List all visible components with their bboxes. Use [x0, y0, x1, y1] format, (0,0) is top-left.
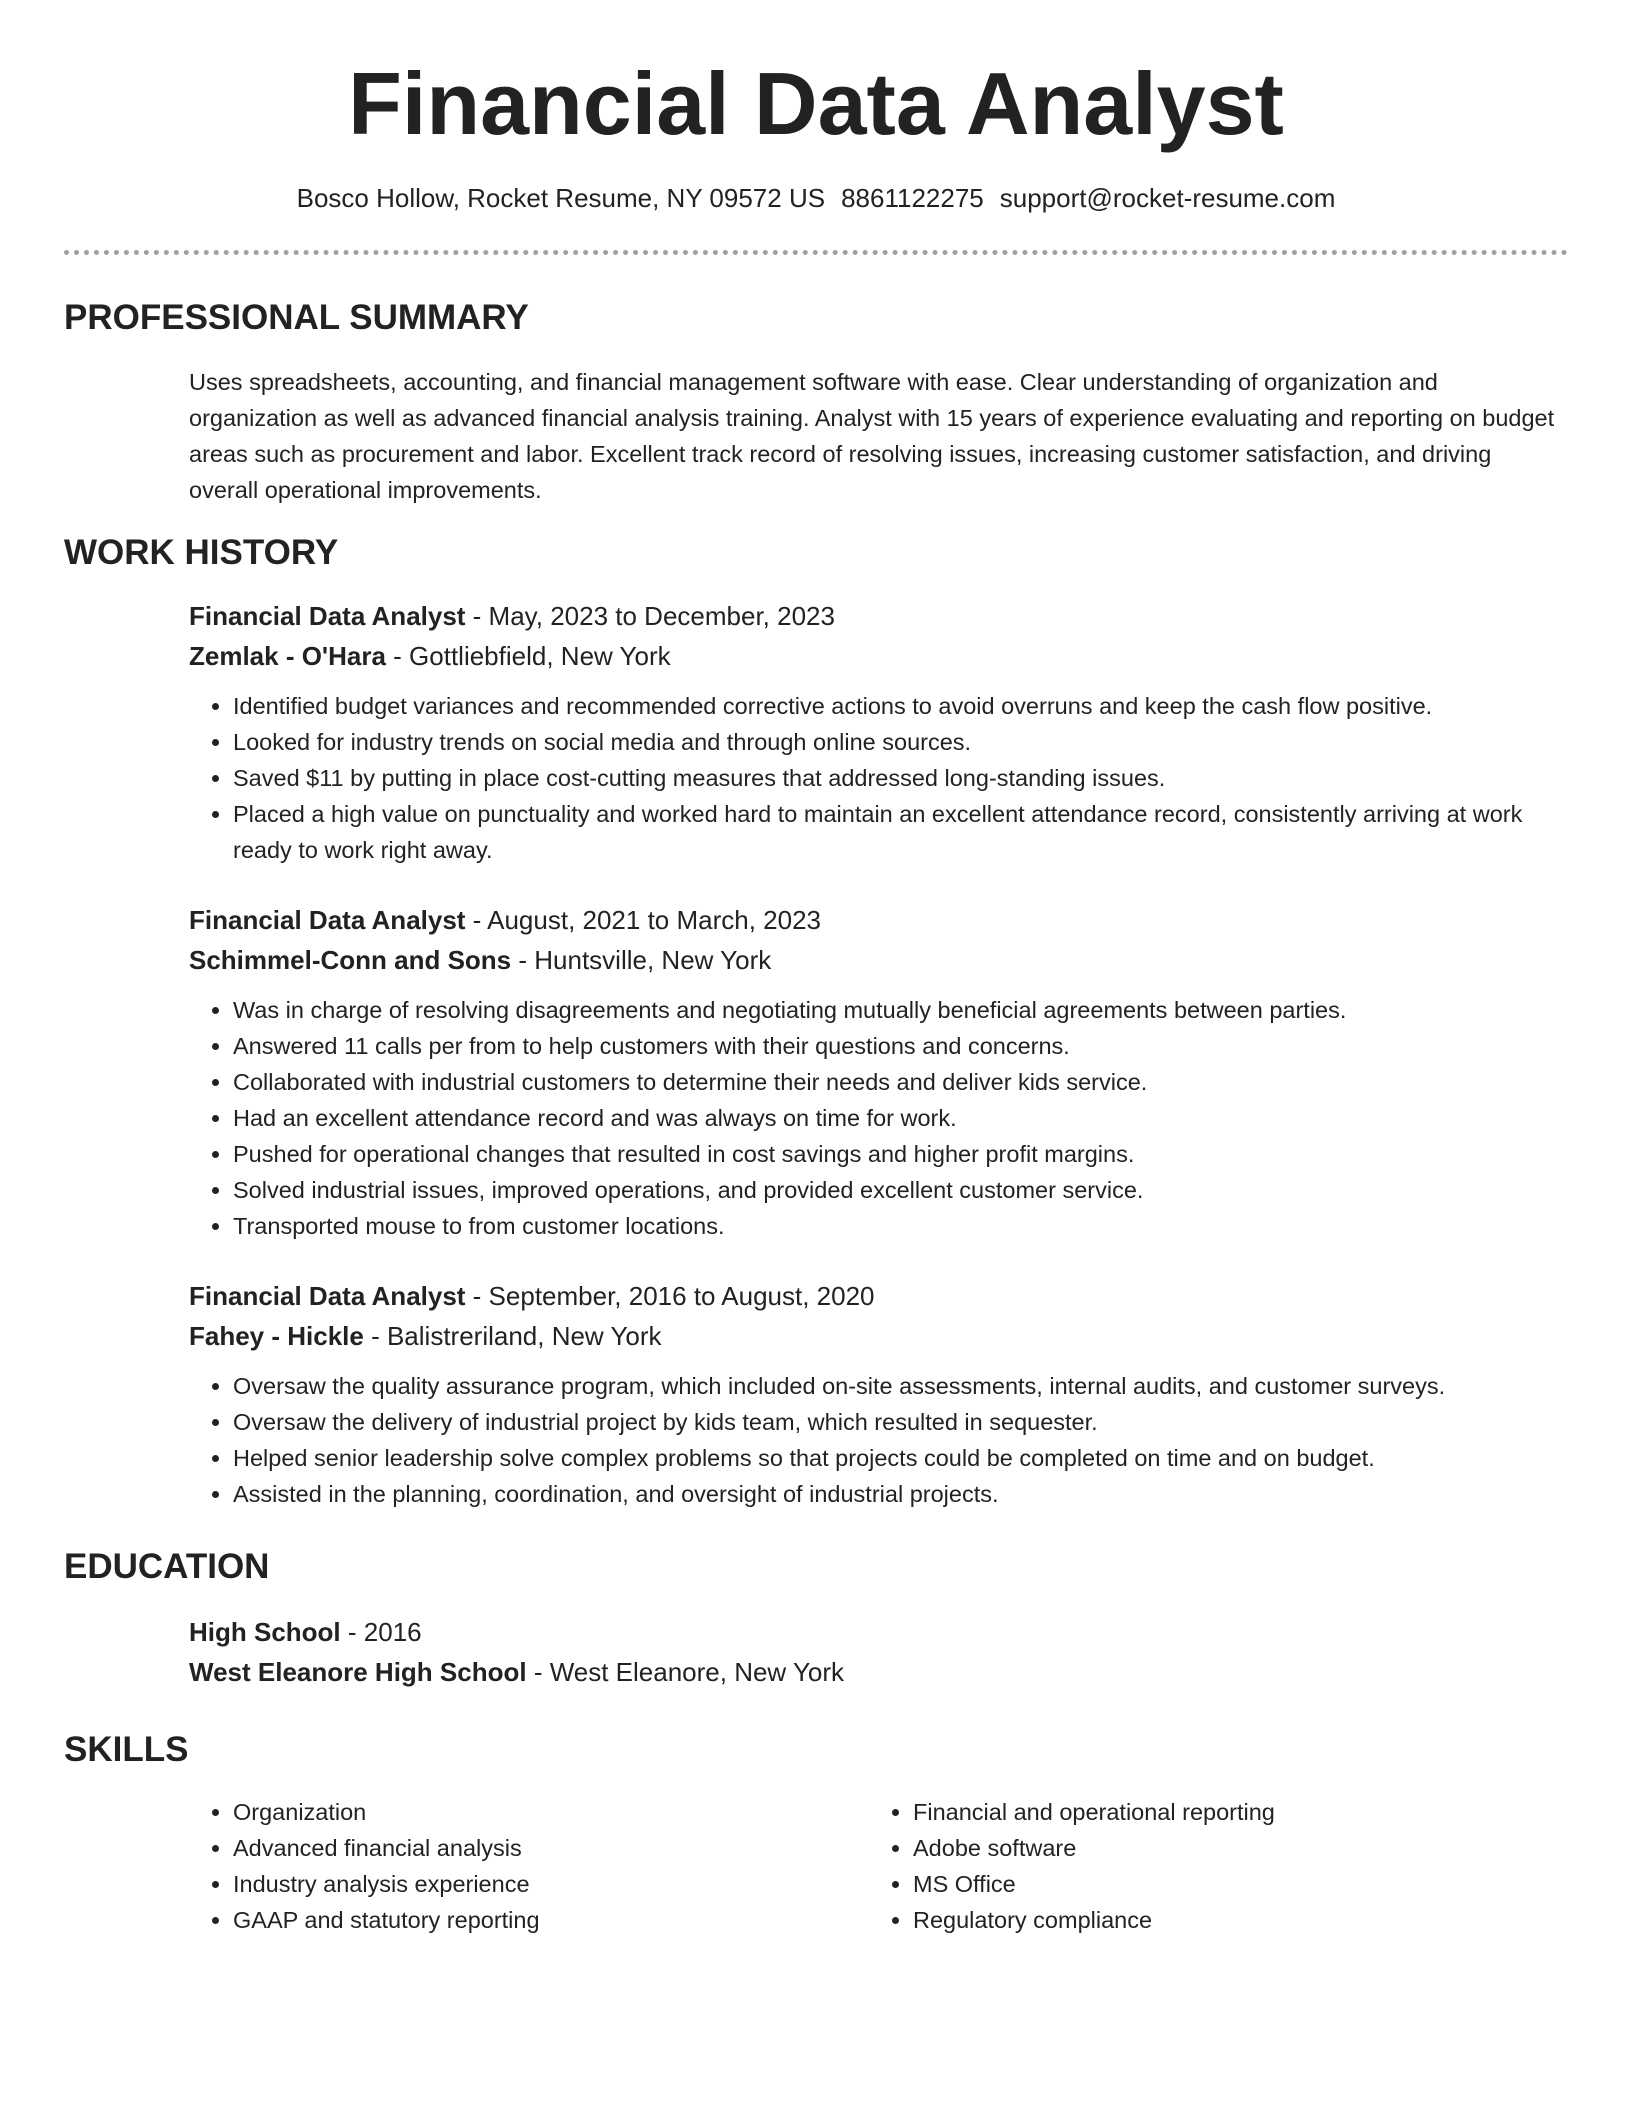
- job-bullet: • Answered 11 calls per from to help customers with their questions and concerns.: [233, 1028, 1569, 1064]
- job-bullet: • Collaborated with industrial customers to determine their needs and deliver kids service.: [233, 1064, 1569, 1100]
- contact-email: support@rocket-resume.com: [999, 183, 1336, 213]
- skill-item: • Industry analysis experience: [233, 1866, 869, 1902]
- skill-item: • GAAP and statutory reporting: [233, 1902, 869, 1938]
- education-school-line: [189, 1652, 1569, 1692]
- job-company: Fahey - Hickle: [189, 1321, 364, 1351]
- job-entry: [189, 1276, 1569, 1512]
- job-company-line: [189, 940, 1569, 980]
- job-bullet: • Assisted in the planning, coordination, and oversight of industrial projects.: [233, 1476, 1569, 1512]
- job-dates: - August, 2021 to March, 2023: [465, 905, 822, 935]
- education-entry: [189, 1612, 1569, 1692]
- skill-item: • Advanced financial analysis: [233, 1830, 869, 1866]
- education-school: West Eleanore High School: [189, 1657, 527, 1687]
- job-dates: - September, 2016 to August, 2020: [465, 1281, 875, 1311]
- job-title: Financial Data Analyst: [189, 601, 466, 631]
- job-bullet: • Solved industrial issues, improved operations, and provided excellent customer service.: [233, 1172, 1569, 1208]
- job-title-line: [189, 596, 1569, 636]
- skills-column-left: [189, 1794, 869, 1938]
- skill-item: • Regulatory compliance: [913, 1902, 1549, 1938]
- job-dates: - May, 2023 to December, 2023: [465, 601, 835, 631]
- job-bullet: • Oversaw the quality assurance program, which included on-site assessments, internal audits, and customer surveys.: [233, 1368, 1569, 1404]
- job-company-line: [189, 636, 1569, 676]
- candidate-name: Financial Data Analyst: [348, 54, 1284, 153]
- section-title-education: EDUCATION: [64, 1547, 270, 1586]
- skill-item: • Organization: [233, 1794, 869, 1830]
- job-bullet: • Identified budget variances and recommended corrective actions to avoid overruns and keep the cash flow positive.: [233, 688, 1569, 724]
- job-bullet: • Oversaw the delivery of industrial project by kids team, which resulted in sequester.: [233, 1404, 1569, 1440]
- summary-text: Uses spreadsheets, accounting, and financial management software with ease. Clear understanding of organization and organization as well as advanced financial analysis training. Analyst with 15 years of experience evaluating and reporting on budget areas such as procurement and labor. Excellent track record of resolving issues, increasing customer satisfaction, and driving overall operational improvements.: [189, 369, 1555, 503]
- job-title-line: [189, 900, 1569, 940]
- job-bullets: [189, 992, 1569, 1244]
- job-title: Financial Data Analyst: [189, 1281, 466, 1311]
- skill-item: • Financial and operational reporting: [913, 1794, 1549, 1830]
- job-title-line: [189, 1276, 1569, 1316]
- education-year: - 2016: [340, 1617, 422, 1647]
- contact-line: [0, 180, 1632, 216]
- job-location: - Gottliebfield, New York: [385, 641, 671, 671]
- education-degree-line: [189, 1612, 1569, 1652]
- skill-item: • Adobe software: [913, 1830, 1549, 1866]
- job-bullet: • Looked for industry trends on social media and through online sources.: [233, 724, 1569, 760]
- job-bullet: • Was in charge of resolving disagreements and negotiating mutually beneficial agreements between parties.: [233, 992, 1569, 1028]
- education-degree: High School: [189, 1617, 341, 1647]
- job-bullet: • Saved $11 by putting in place cost-cutting measures that addressed long-standing issues.: [233, 760, 1569, 796]
- section-title-skills: SKILLS: [64, 1730, 189, 1769]
- job-location: - Balistreriland, New York: [363, 1321, 662, 1351]
- contact-phone: 8861122275: [841, 183, 984, 213]
- job-title: Financial Data Analyst: [189, 905, 466, 935]
- header-divider: [64, 250, 1568, 255]
- job-bullets: [189, 688, 1569, 868]
- job-bullets: [189, 1368, 1569, 1512]
- education-location: - West Eleanore, New York: [526, 1657, 845, 1687]
- job-bullet: • Pushed for operational changes that resulted in cost savings and higher profit margins.: [233, 1136, 1569, 1172]
- job-bullet: • Had an excellent attendance record and was always on time for work.: [233, 1100, 1569, 1136]
- skill-item: • MS Office: [913, 1866, 1549, 1902]
- skills-list: [189, 1794, 1569, 1938]
- section-title-summary: PROFESSIONAL SUMMARY: [64, 298, 529, 337]
- job-bullet: • Transported mouse to from customer locations.: [233, 1208, 1569, 1244]
- contact-address: Bosco Hollow, Rocket Resume, NY 09572 US: [296, 183, 826, 213]
- job-location: - Huntsville, New York: [511, 945, 772, 975]
- section-title-work-history: WORK HISTORY: [64, 533, 339, 572]
- job-company: Zemlak - O'Hara: [189, 641, 386, 671]
- job-bullet: • Placed a high value on punctuality and worked hard to maintain an excellent attendance record, consistently arriving at work ready to work right away.: [233, 796, 1569, 868]
- job-company-line: [189, 1316, 1569, 1356]
- job-entry: [189, 596, 1569, 868]
- job-entry: [189, 900, 1569, 1244]
- skills-column-right: [869, 1794, 1549, 1938]
- job-company: Schimmel-Conn and Sons: [189, 945, 512, 975]
- job-bullet: • Helped senior leadership solve complex problems so that projects could be completed on time and on budget.: [233, 1440, 1569, 1476]
